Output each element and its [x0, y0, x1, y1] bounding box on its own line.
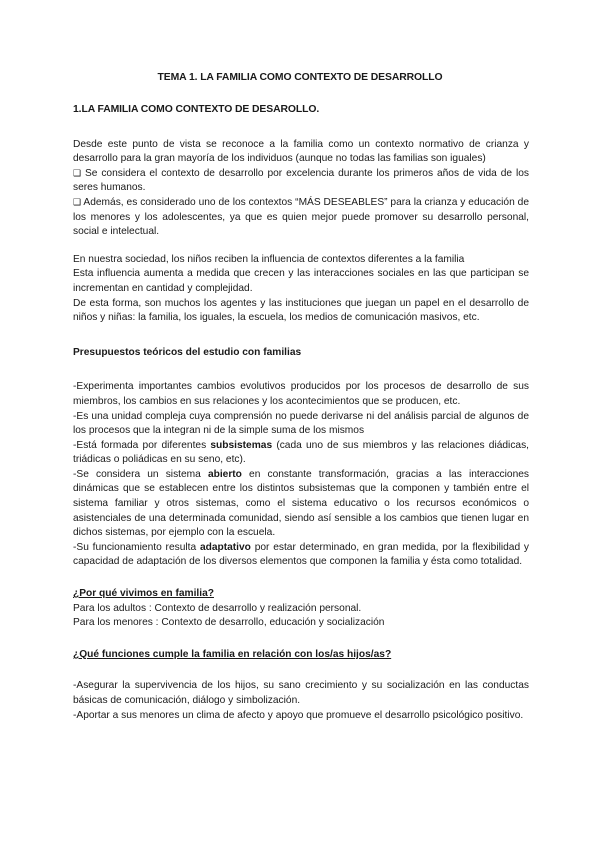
- section1-heading: 1.LA FAMILIA COMO CONTEXTO DE DESAROLLO.: [73, 104, 320, 115]
- section1-paragraph: Esta influencia aumenta a medida que crecen y las interacciones sociales en las que participan se incrementan en cantidad y complejidad.: [73, 268, 529, 294]
- bold-term: subsistemas: [210, 439, 273, 451]
- section1-bullet-text: Además, es considerado uno de los contextos “MÁS DESEABLES” para la crianza y educación de los menores y los adolescentes, ya que es quien mejor puede promover su desarrollo personal, social e intelectual.: [73, 196, 529, 238]
- section1-paragraph: De esta forma, son muchos los agentes y las instituciones que juegan un papel en el desarrollo de niños y niñas: la familia, los iguales, la escuela, los medios de comunicación masivos, etc.: [73, 297, 529, 324]
- bold-term: adaptativo: [199, 541, 251, 553]
- section1-bullet-text: Se considera el contexto de desarrollo por excelencia durante los primeros años de vida de los seres humanos.: [73, 167, 529, 194]
- section3-heading: ¿Por qué vivimos en familia?: [73, 588, 214, 600]
- section2-item: -Es una unidad compleja cuya comprensión no puede derivarse ni del análisis parcial de algunos de los procesos que la integran ni de la simple suma de los mismos: [73, 410, 529, 437]
- checkbox-bullet-icon: ❑: [73, 168, 82, 179]
- section2-item: -Su funcionamiento resulta adaptativo por estar determinado, en gran medida, por la flexibilidad y capacidad de adaptación de los diversos elementos que componen la familia y ésta como totalidad.: [73, 541, 529, 568]
- checkbox-bullet-icon: ❑: [73, 197, 82, 208]
- section2-heading: Presupuestos teóricos del estudio con familias: [73, 346, 302, 358]
- section2-item: -Se considera un sistema abierto en constante transformación, gracias a las interacciones dinámicas que se establecen entre los distintos subsistemas que la componen y también entre el sistema familiar y otros sistemas, como el sistema educativo o los recursos económicos o asistenciales de una determinada comunidad, siendo así sensible a los cambios que tienen lugar en dichos sistemas, por ejemplo con la escuela.: [73, 468, 529, 539]
- section2-item: -Experimenta importantes cambios evolutivos producidos por los procesos de desarrollo de sus miembros, los cambios en sus relaciones y los acontecimientos que se producen, etc.: [73, 381, 529, 407]
- section4-item: -Asegurar la supervivencia de los hijos, su sano crecimiento y su socialización en las conductas básicas de comunicación, diálogo y simbolización.: [73, 680, 529, 706]
- section1-bullet: [73, 196, 529, 240]
- section3-line: Para los menores : Contexto de desarrollo, educación y socialización: [73, 617, 385, 629]
- section2-item: -Está formada por diferentes subsistemas (cada uno de sus miembros y las relaciones diádicas, triádicas o poliádicas en su seno, etc).: [73, 439, 530, 466]
- section3-line: Para los adultos : Contexto de desarrollo y realización personal.: [73, 602, 362, 614]
- section4-item: -Aportar a sus menores un clima de afecto y apoyo que promueve el desarrollo psicológico positivo.: [73, 709, 524, 721]
- document-title: TEMA 1. LA FAMILIA COMO CONTEXTO DE DESARROLLO: [157, 72, 443, 83]
- section1-paragraph: Desde este punto de vista se reconoce a la familia como un contexto normativo de crianza y desarrollo para la gran mayoría de los individuos (aunque no todas las familias son iguales): [73, 138, 529, 165]
- bold-term: abierto: [207, 468, 242, 480]
- section1-paragraph: En nuestra sociedad, los niños reciben la influencia de contextos diferentes a la familia: [73, 253, 465, 265]
- section4-heading: ¿Qué funciones cumple la familia en relación con los/as hijos/as?: [73, 648, 392, 660]
- section1-bullet: [73, 167, 529, 196]
- document-body: [73, 103, 529, 723]
